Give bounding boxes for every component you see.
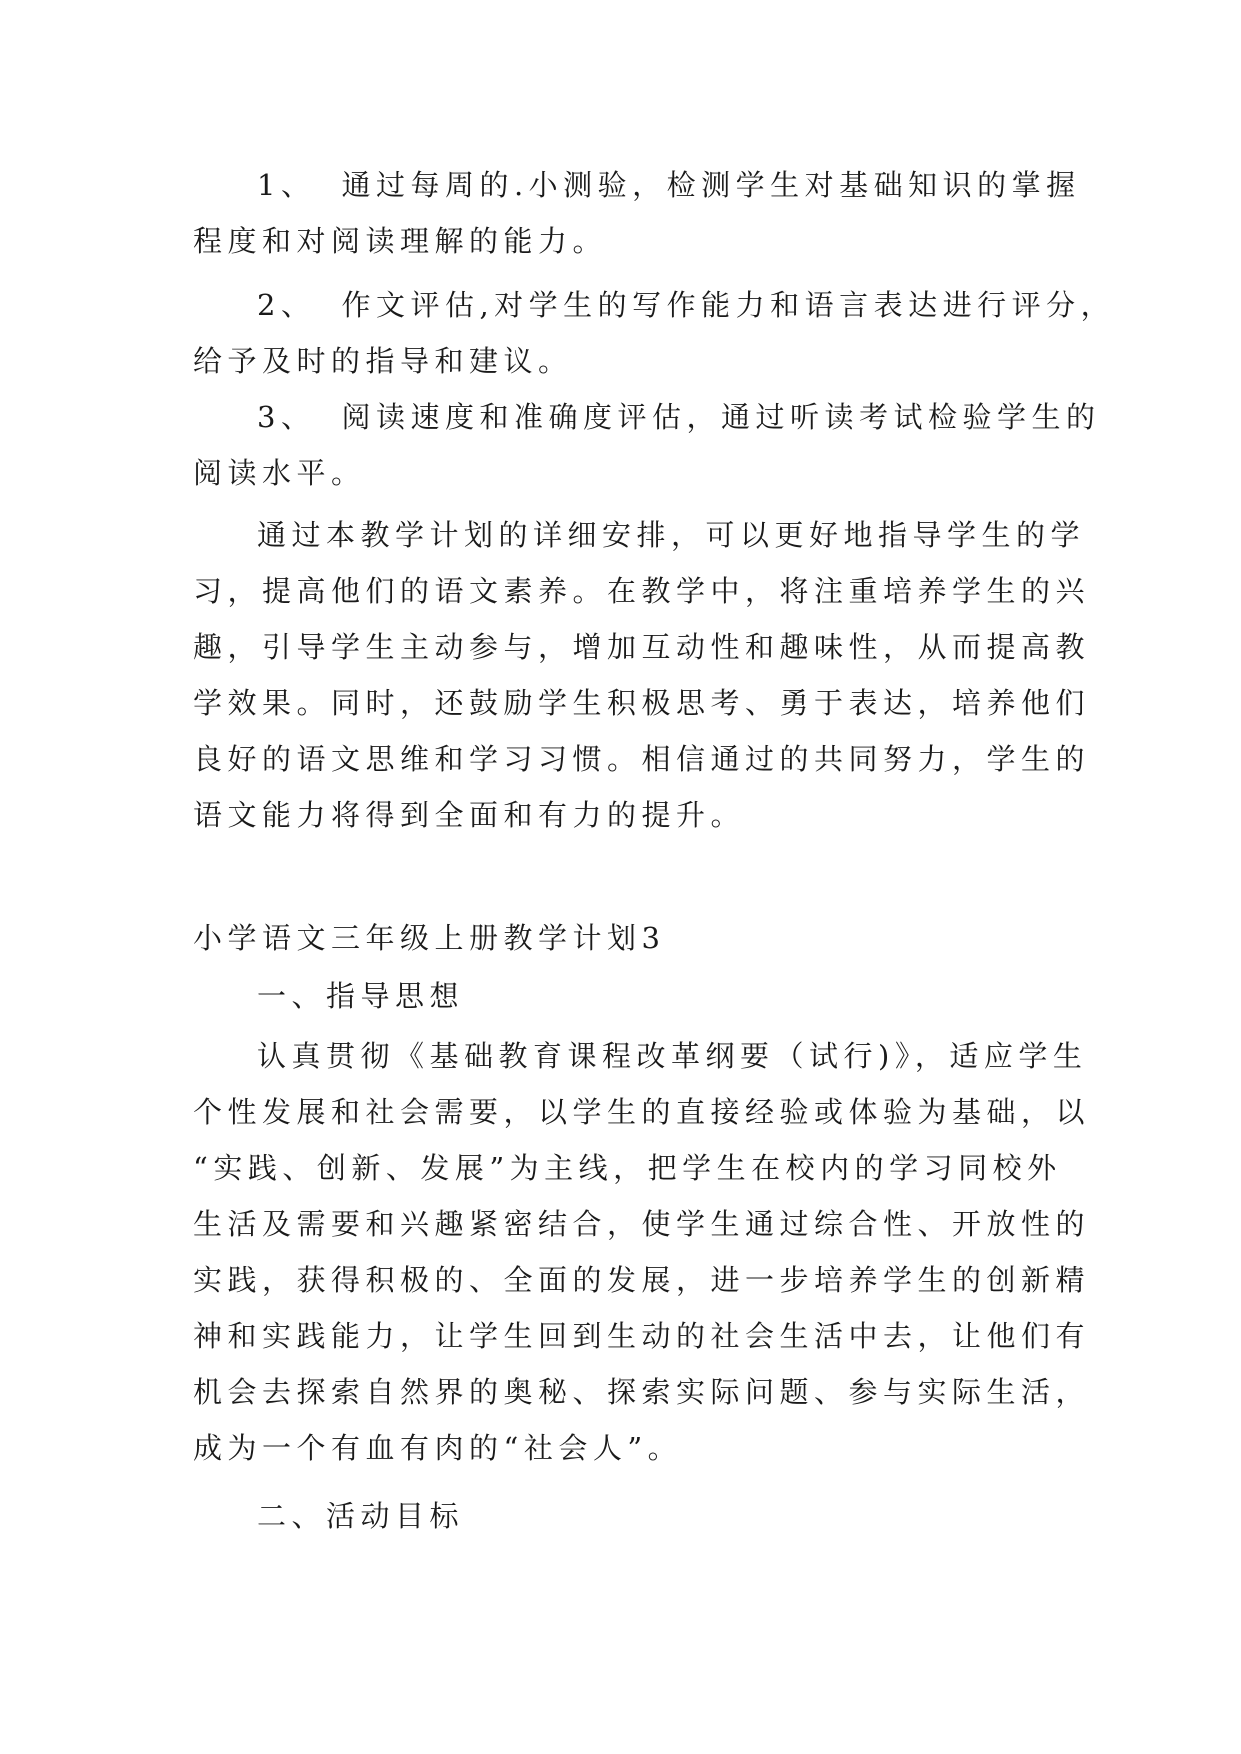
list-item-3 (257, 397, 1100, 437)
summary-line: 通过本教学计划的详细安排，可以更好地指导学生的学 (257, 518, 1086, 552)
list-item-1 (257, 165, 1081, 205)
summary-line: 语文能力将得到全面和有力的提升。 (193, 798, 746, 832)
guide-line: 成为一个有血有肉的“社会人”。 (193, 1431, 683, 1465)
guide-line: 认真贯彻《基础教育课程改革纲要（试行)》，适应学生 (257, 1039, 1088, 1073)
guide-line: 实践，获得积极的、全面的发展，进一步培养学生的创新精 (193, 1263, 1091, 1297)
guide-line: 神和实践能力，让学生回到生动的社会生活中去，让他们有 (193, 1319, 1091, 1353)
heading-guiding-ideology: 一、指导思想 (257, 979, 465, 1013)
section-title: 小学语文三年级上册教学计划3 (193, 921, 666, 955)
summary-line: 趣，引导学生主动参与，增加互动性和趣味性，从而提高教 (193, 630, 1091, 664)
item-number: 3、 (257, 400, 316, 434)
list-item-3-continuation: 阅读水平。 (193, 456, 366, 490)
summary-line: 良好的语文思维和学习习惯。相信通过的共同努力，学生的 (193, 742, 1091, 776)
guide-line: “实践、创新、发展”为主线，把学生在校内的学习同校外 (193, 1151, 1062, 1185)
guide-line: 生活及需要和兴趣紧密结合，使学生通过综合性、开放性的 (193, 1207, 1091, 1241)
list-item-1-continuation: 程度和对阅读理解的能力。 (193, 224, 608, 258)
item-number: 2、 (257, 288, 316, 322)
summary-line: 学效果。同时，还鼓励学生积极思考、勇于表达，培养他们 (193, 686, 1091, 720)
list-item-2 (257, 285, 1115, 325)
summary-line: 习，提高他们的语文素养。在教学中，将注重培养学生的兴 (193, 574, 1091, 608)
list-item-2-continuation: 给予及时的指导和建议。 (193, 344, 573, 378)
item-text: 作文评估,对学生的写作能力和语言表达进行评分， (341, 288, 1116, 322)
guide-line: 个性发展和社会需要，以学生的直接经验或体验为基础，以 (193, 1095, 1091, 1129)
item-number: 1、 (257, 168, 316, 202)
heading-activity-goals: 二、活动目标 (257, 1499, 465, 1533)
guide-line: 机会去探索自然界的奥秘、探索实际问题、参与实际生活， (193, 1375, 1091, 1409)
item-text: 通过每周的.小测验，检测学生对基础知识的掌握 (341, 168, 1081, 202)
item-text: 阅读速度和准确度评估，通过听读考试检验学生的 (341, 400, 1101, 434)
